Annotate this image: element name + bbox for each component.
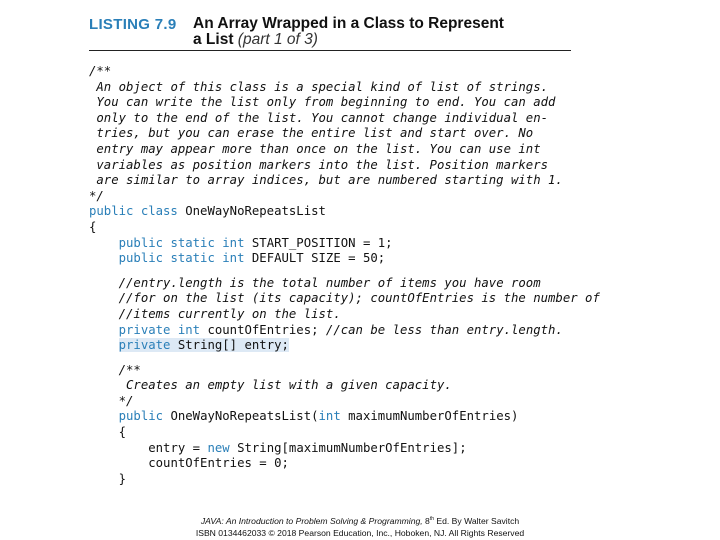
listing-title-line2-text: a List: [193, 31, 234, 48]
entry-assignment: entry = new String[maximumNumberOfEntries];: [148, 440, 467, 455]
class-brace-open: {: [89, 219, 97, 234]
line-comment: //items currently on the list.: [118, 306, 341, 321]
field-default-size: public static int DEFAULT SIZE = 50;: [118, 251, 386, 266]
doc-comment-close: */: [89, 188, 104, 203]
constructor-signature: public OneWayNoRepeatsList(int maximumNumberOfEntries): [118, 409, 519, 424]
ctor-brace-open: {: [118, 425, 127, 440]
ctor-doc-open: /**: [118, 362, 141, 377]
doc-comment-line: only to the end of the list. You cannot change individual en-: [96, 110, 549, 125]
class-name: OneWayNoRepeatsList: [177, 204, 326, 219]
code-listing: [89, 64, 600, 487]
field-entry: [89, 338, 600, 354]
field-count-of-entries: private int countOfEntries; //can be less than entry.length.: [118, 322, 563, 337]
listing-label: LISTING 7.9: [89, 16, 177, 33]
line-comment: //for on the list (its capacity); countOfEntries is the number of: [118, 291, 600, 306]
listing-title-part: (part 1 of 3): [237, 31, 318, 48]
doc-comment-line: An object of this class is a special kind of list of strings.: [96, 79, 549, 94]
field-start-position: public static int START_POSITION = 1;: [118, 235, 393, 250]
class-keyword: public class: [89, 204, 178, 219]
title-divider: [89, 50, 571, 51]
doc-comment-line: variables as position markers into the list. Position markers: [96, 157, 549, 172]
listing-title-line2: [193, 32, 504, 48]
class-declaration: [89, 204, 600, 220]
listing-title: [193, 16, 504, 48]
ctor-doc-line: Creates an empty list with a given capacity.: [118, 378, 452, 393]
entry-highlight: private String[] entry;: [118, 338, 289, 353]
line-comment: //entry.length is the total number of items you have room: [118, 275, 541, 290]
count-assignment: countOfEntries = 0;: [148, 456, 289, 471]
doc-comment-line: tries, but you can erase the entire list and start over. No: [96, 126, 534, 141]
book-title: JAVA: An Introduction to Problem Solving & Programming,: [200, 515, 423, 526]
doc-comment-line: are similar to array indices, but are numbered starting with 1.: [96, 173, 563, 188]
blank-line: [89, 267, 600, 276]
doc-comment-line: You can write the list only from beginning to end. You can add: [96, 95, 556, 110]
footer-line2: ISBN 0134462033 © 2018 Pearson Education, Inc., Hoboken, NJ. All Rights Reserved: [195, 527, 525, 538]
footer-citation: [0, 513, 720, 539]
ctor-doc-close: */: [118, 393, 134, 408]
listing-title-line1: An Array Wrapped in a Class to Represent: [193, 15, 504, 32]
doc-comment-line: entry may appear more than once on the list. You can use int: [96, 141, 541, 156]
ctor-brace-close: }: [118, 471, 127, 486]
doc-comment-open: /**: [89, 64, 112, 78]
blank-line: [89, 354, 600, 363]
footer-line1: JAVA: An Introduction to Problem Solving & Programming, 8th Ed. By Walter Savitch: [200, 515, 520, 526]
